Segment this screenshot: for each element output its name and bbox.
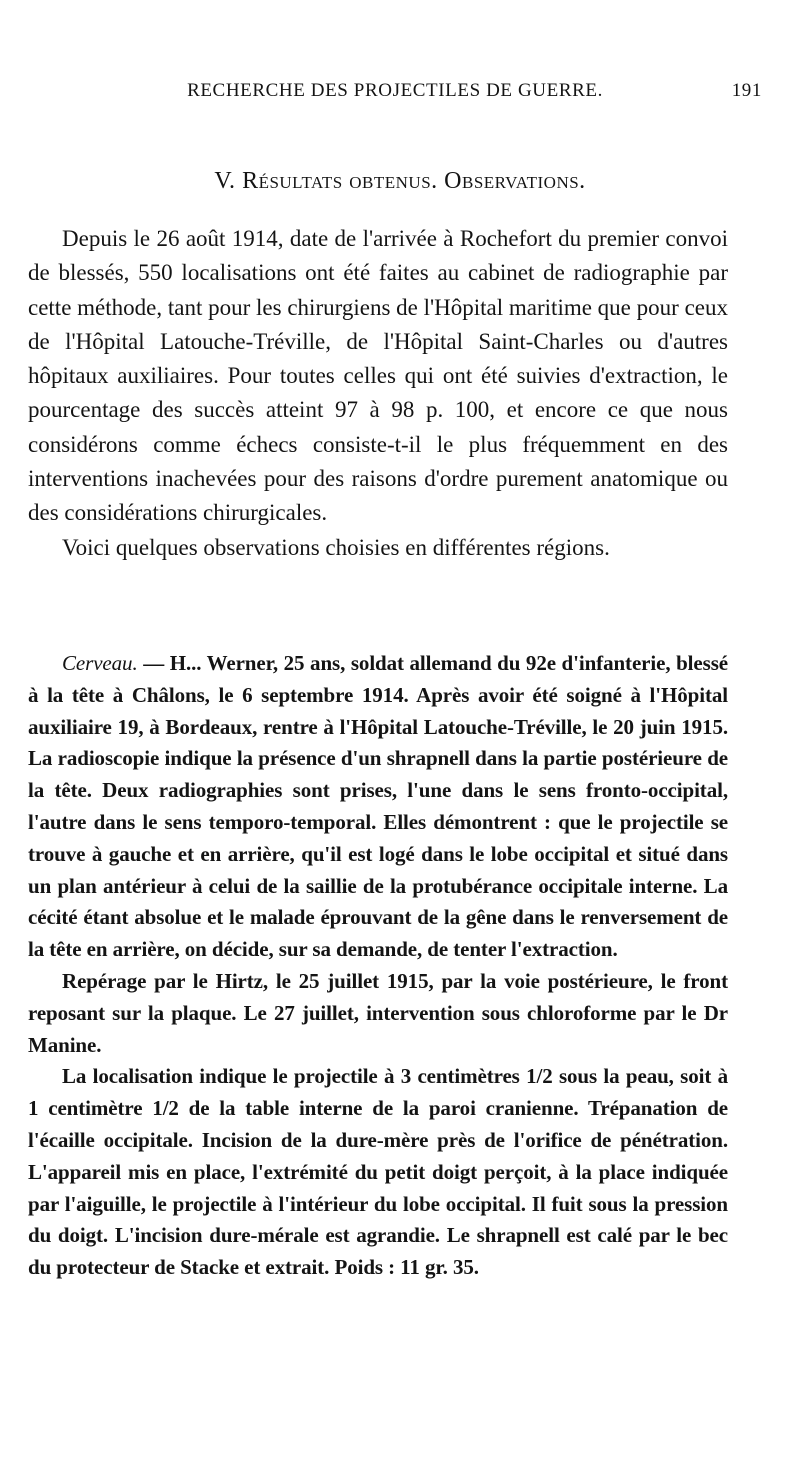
section-title: Résultats obtenus. Observations. (242, 168, 586, 194)
running-head (28, 80, 762, 110)
observation-paragraph-reperage: Repérage par le Hirtz, le 25 juillet 1915, par la voie postérieure, le front reposant sur la plaque. Le 27 juillet, intervention sous chloroforme par le Dr Manine. (28, 968, 728, 1057)
observation-paragraph-localisation: La localisation indique le projectile à 3 centimètres 1/2 sous la peau, soit à 1 centimètre 1/2 de la table interne de la paroi cranienne. Trépanation de l'écaille occipitale. Incision de la dure-mère près de l'orifice de pénétration. L'appareil mis en place, l'extrémité du petit doigt perçoit, à la place indiquée par l'aiguille, le projectile à l'intérieur du lobe occipital. Il fuit sous la pression du doigt. L'incision dure-mérale est agrandie. Le shrapnell est calé par le bec du protecteur de Stacke et extrait. Poids : 11 gr. 35. (28, 1064, 728, 1280)
observation-cerveau (28, 648, 728, 1284)
running-title: RECHERCHE DES PROJECTILES DE GUERRE. (187, 80, 603, 101)
paragraph-observations-lead: Voici quelques observations choisies en différentes régions. (62, 534, 610, 560)
section-heading (28, 168, 772, 195)
intro-text (28, 222, 728, 565)
section-number: V. (214, 168, 236, 194)
paragraph-intro: Depuis le 26 août 1914, date de l'arrivée à Rochefort du premier convoi de blessés, 550 localisations ont été faites au cabinet de radiographie par cette méthode, tant pour les chirurgiens de l'Hôpital maritime que pour ceux de l'Hôpital Latouche-Tréville, de l'Hôpital Saint-Charles ou d'autres hôpitaux auxiliaires. Pour toutes celles qui ont été suivies d'extraction, le pourcentage des succès atteint 97 à 98 p. 100, et encore ce que nous considérons comme échecs consiste-t-il le plus fréquemment en des interventions inachevées pour des raisons d'ordre purement anatomique ou des considérations chirurgicales. (28, 226, 728, 526)
observation-text: — H... Werner, 25 ans, soldat allemand du 92e d'infanterie, blessé à la tête à Châlons, le 6 septembre 1914. Après avoir été soigné à l'Hôpital auxiliaire 19, à Bordeaux, rentre à l'Hôpital Latouche-Tréville, le 20 juin 1915. La radioscopie indique la présence d'un shrapnell dans la partie postérieure de la tête. Deux radiographies sont prises, l'une dans le sens fronto-occipital, l'autre dans le sens temporo-temporal. Elles démontrent : que le projectile se trouve à gauche et en arrière, qu'il est logé dans le lobe occipital et situé dans un plan antérieur à celui de la saillie de la protubérance occipitale interne. La cécité étant absolue et le malade éprouvant de la gêne dans le renversement de la tête en arrière, on décide, sur sa demande, de tenter l'extraction. (28, 651, 728, 962)
page-number: 191 (731, 80, 762, 101)
observation-label: Cerveau. (62, 651, 138, 675)
observation-paragraph (28, 648, 728, 966)
